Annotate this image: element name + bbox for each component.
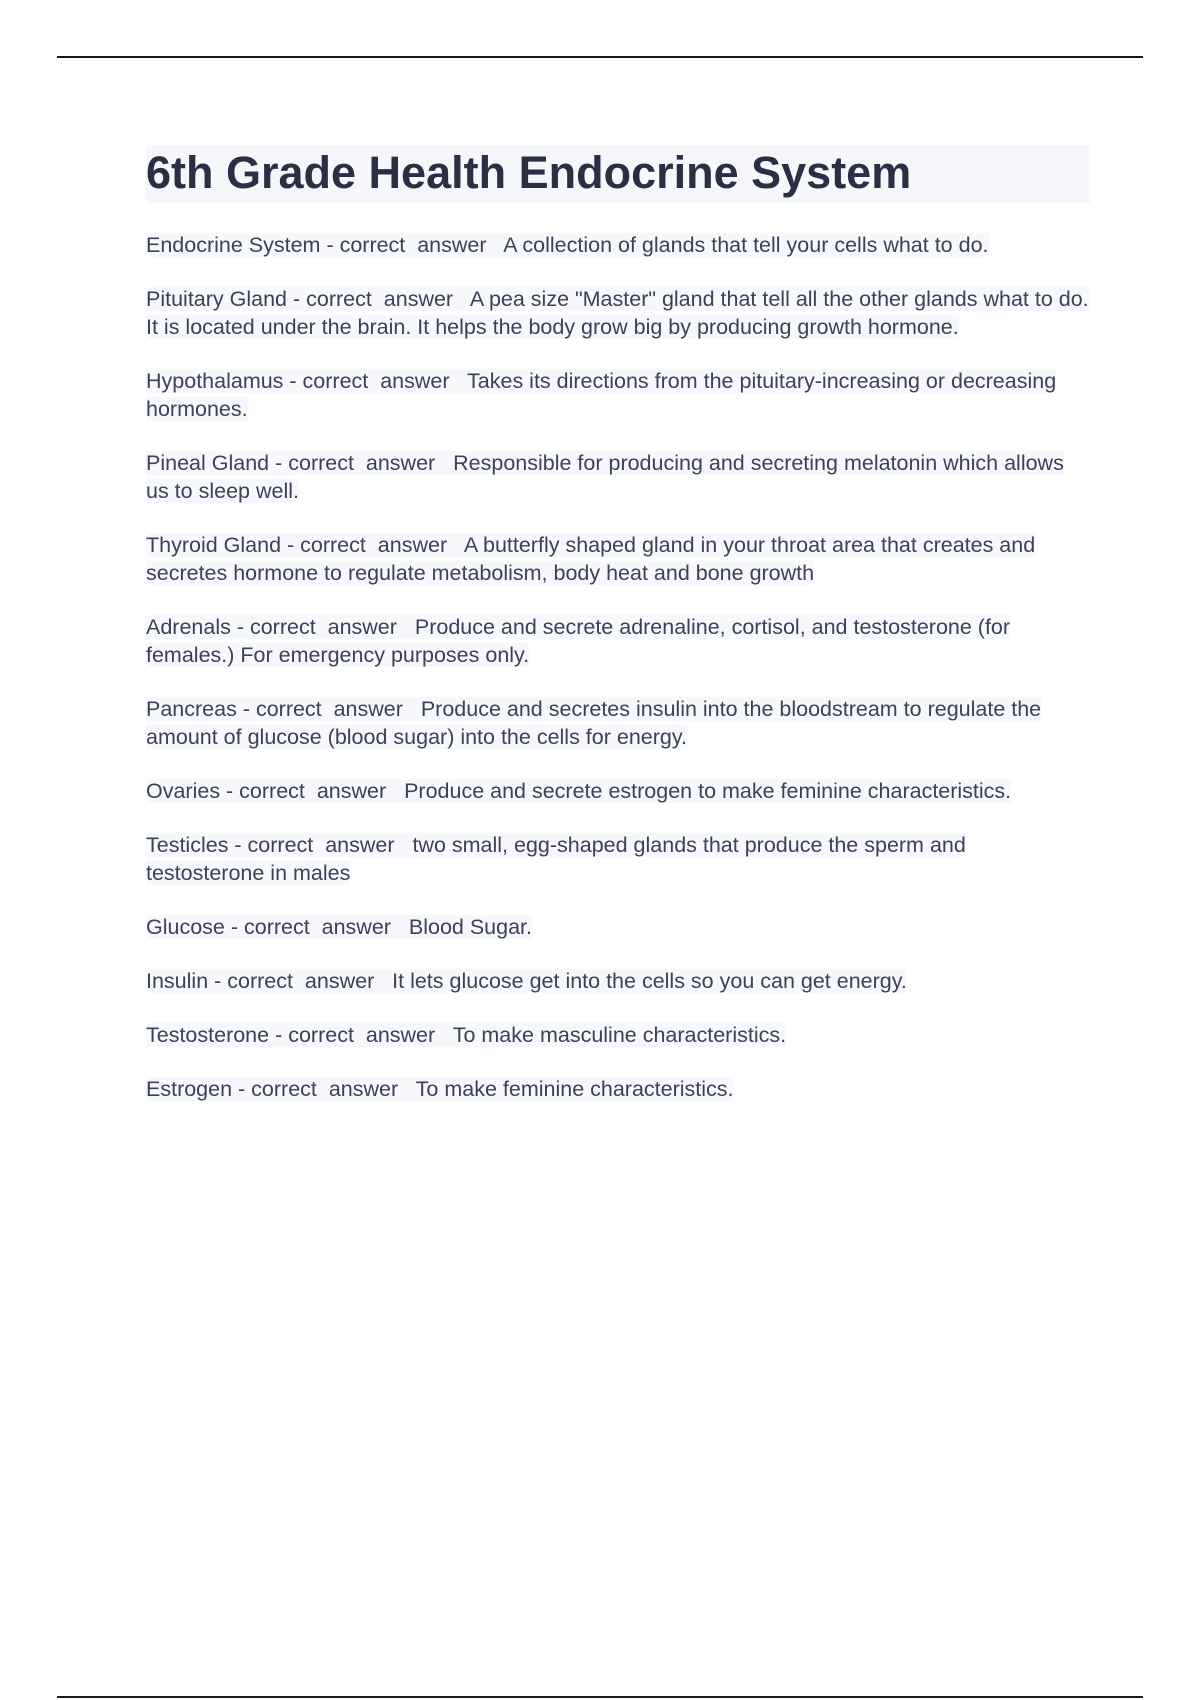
answer: Responsible for producing and secreting melatonin which allows us to sleep well. xyxy=(146,451,1064,503)
list-item xyxy=(146,831,1090,887)
answer: Produce and secrete estrogen to make feminine characteristics. xyxy=(404,779,1012,803)
separator: - correct answer xyxy=(269,1023,453,1047)
separator: - correct answer xyxy=(283,369,468,393)
separator: - correct answer xyxy=(287,287,470,311)
list-item xyxy=(146,913,1090,941)
term: Endocrine System xyxy=(146,233,321,257)
answer: Blood Sugar. xyxy=(408,915,532,939)
answer: A collection of glands that tell your cells what to do. xyxy=(503,233,989,257)
separator: - correct answer xyxy=(224,915,409,939)
answer: It lets glucose get into the cells so you can get energy. xyxy=(392,969,907,993)
list-item xyxy=(146,367,1090,423)
separator: - correct answer xyxy=(232,1077,416,1101)
term: Hypothalamus xyxy=(146,369,284,393)
separator: - correct answer xyxy=(269,451,454,475)
list-item xyxy=(146,1075,1090,1103)
list-item xyxy=(146,449,1090,505)
qa-list xyxy=(146,231,1090,1103)
bottom-rule xyxy=(57,1696,1143,1698)
separator: - correct answer xyxy=(320,233,504,257)
list-item xyxy=(146,531,1090,587)
list-item xyxy=(146,1021,1090,1049)
answer: A butterfly shaped gland in your throat area that creates and secretes hormone to regulate metabolism, body heat and bone growth xyxy=(146,533,1036,585)
answer: To make feminine characteristics. xyxy=(415,1077,734,1101)
term: Pancreas xyxy=(146,697,237,721)
term: Thyroid Gland xyxy=(146,533,282,557)
document-body xyxy=(146,145,1090,1129)
separator: - correct answer xyxy=(236,697,421,721)
answer: Takes its directions from the pituitary-increasing or decreasing hormones. xyxy=(146,369,1057,421)
answer: A pea size "Master" gland that tell all the other glands what to do. It is located under the brain. It helps the body grow big by producing growth hormone. xyxy=(146,287,1089,339)
term: Adrenals xyxy=(146,615,231,639)
list-item xyxy=(146,285,1090,341)
term: Pituitary Gland xyxy=(146,287,288,311)
answer: Produce and secrete adrenaline, cortisol, and testosterone (for females.) For emergency purposes only. xyxy=(146,615,1011,667)
page-title: 6th Grade Health Endocrine System xyxy=(146,145,1090,203)
top-rule xyxy=(57,56,1143,58)
term: Testicles xyxy=(146,833,229,857)
list-item xyxy=(146,967,1090,995)
list-item xyxy=(146,613,1090,669)
separator: - correct answer xyxy=(281,533,464,557)
term: Glucose xyxy=(146,915,225,939)
separator: - correct answer xyxy=(230,615,415,639)
separator: - correct answer xyxy=(208,969,393,993)
answer: To make masculine characteristics. xyxy=(452,1023,787,1047)
term: Testosterone xyxy=(146,1023,270,1047)
list-item xyxy=(146,695,1090,751)
term: Ovaries xyxy=(146,779,221,803)
separator: - correct answer xyxy=(228,833,413,857)
list-item xyxy=(146,231,1090,259)
term: Insulin xyxy=(146,969,209,993)
separator: - correct answer xyxy=(220,779,405,803)
term: Estrogen xyxy=(146,1077,233,1101)
answer: two small, egg-shaped glands that produce the sperm and testosterone in males xyxy=(146,833,966,885)
answer: Produce and secretes insulin into the bloodstream to regulate the amount of glucose (blood sugar) into the cells for energy. xyxy=(146,697,1042,749)
list-item xyxy=(146,777,1090,805)
term: Pineal Gland xyxy=(146,451,270,475)
